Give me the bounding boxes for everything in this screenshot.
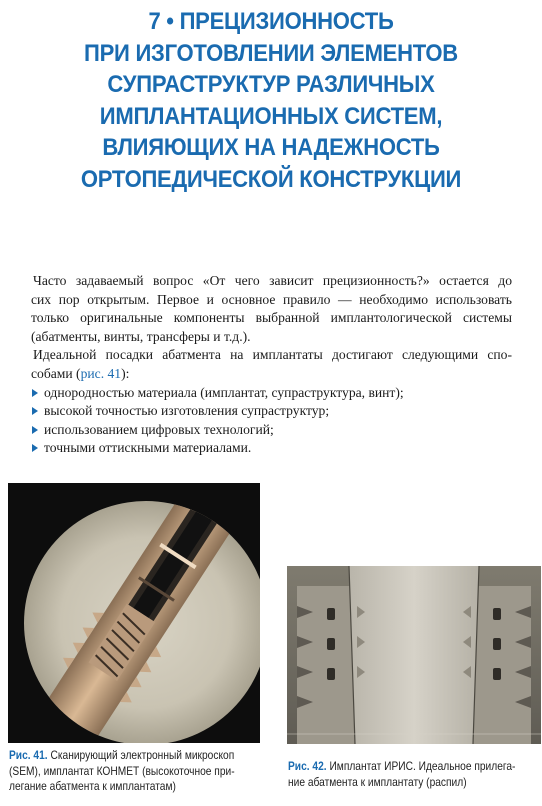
caption-text: Имплантат ИРИС. Идеальное прилега- [329,760,516,773]
figure-number: 41. [33,749,48,762]
figure-42-caption [288,759,515,790]
title-line: ПРИ ИЗГОТОВЛЕНИИ ЭЛЕМЕНТОВ [84,39,458,67]
text-line: сих пор открытым. Первое и основное правило — необходимо использовать [31,291,512,307]
caption-line [9,748,235,764]
chapter-title [27,6,515,195]
list-item-text: высокой точностью изготовления супраструктур; [44,403,330,419]
title-line: 7 • ПРЕЦИЗИОННОСТЬ [148,8,394,35]
list-item [31,439,512,458]
text-line: (абатменты, винты, трансферы и т.д.). [31,328,251,344]
text-fragment: собами ( [31,365,81,381]
title-line: ИМПЛАНТАЦИОННЫХ СИСТЕМ, [99,102,443,130]
caption-line [288,759,515,775]
list-item-text: точными оттискными материалами. [44,440,252,456]
title-line: ОРТОПЕДИЧЕСКОЙ КОНСТРУКЦИИ [80,165,462,193]
title-line: ВЛИЯЮЩИХ НА НАДЕЖНОСТЬ [102,134,440,161]
figure-number: 42. [312,760,327,773]
caption-text: Сканирующий электронный микроскоп [50,749,235,762]
figure-41-caption [9,748,235,795]
text-fragment: ): [121,365,130,381]
body-text [31,272,512,458]
paragraph-intro [31,272,512,346]
figure-42-cross-section-photo [287,566,541,744]
figure-reference-link[interactable]: рис. 41 [80,365,122,381]
list-item [31,402,512,421]
sem-image [8,483,260,743]
figure-label: Рис. [288,760,310,773]
paragraph-methods [31,346,512,383]
triangle-bullet-icon [32,426,38,434]
list-item-text: использованием цифровых технологий; [44,421,274,437]
text-line: только оригинальные компоненты выбранной имплантологической системы [31,310,512,326]
list-item-text: однородностью материала (имплантат, супраструктура, винт); [44,384,404,400]
text-line: Идеальной посадки абатмента на имплантаты достигают следующими спо- [33,347,512,363]
title-line: СУПРАСТРУКТУР РАЗЛИЧНЫХ [107,71,435,98]
bullet-list [31,384,512,458]
caption-line: легание абатмента к имплантатам) [9,780,176,793]
list-item [31,384,512,403]
text-line: Часто задаваемый вопрос «От чего зависит прецизионность?» остается до [33,273,512,288]
triangle-bullet-icon [32,389,38,397]
triangle-bullet-icon [32,407,38,415]
figure-41-sem-photo [8,483,260,743]
caption-line: ние абатмента к имплантату (распил) [288,775,467,789]
caption-line: (SEM), имплантат КОНМЕТ (высокоточное при- [9,764,235,778]
list-item [31,421,512,440]
cross-section-image [287,566,541,744]
text-line [31,365,512,384]
figure-label: Рис. [9,749,31,762]
triangle-bullet-icon [32,444,38,452]
